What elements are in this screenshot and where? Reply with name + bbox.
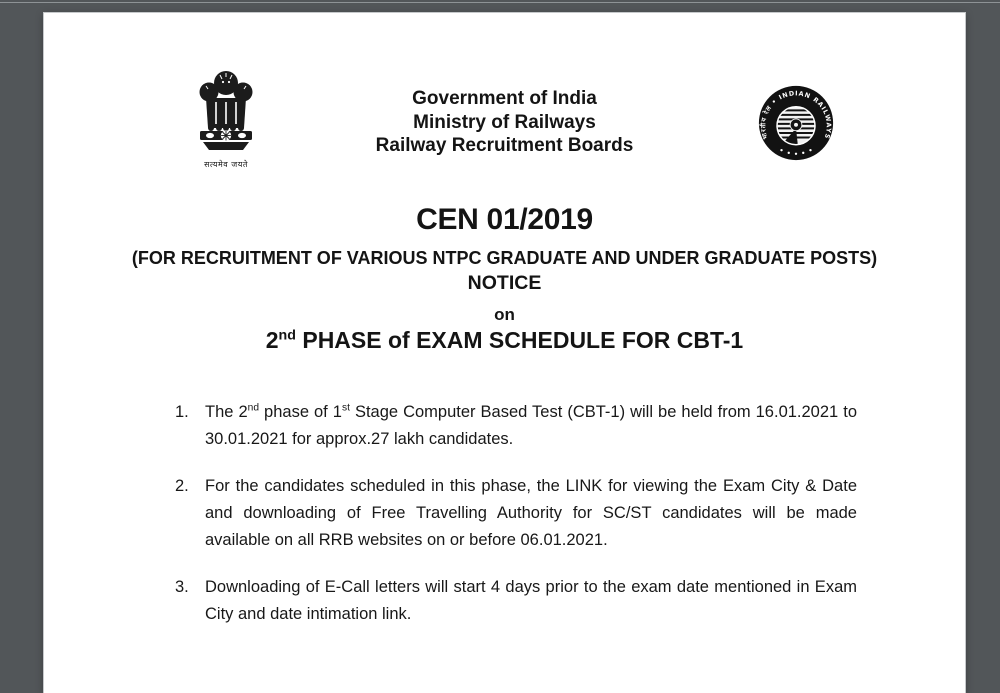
india-state-emblem-icon [193, 68, 259, 154]
list-item [175, 399, 857, 453]
viewer-top-divider [0, 2, 1000, 3]
org-line-ministry: Ministry of Railways [413, 111, 596, 133]
notice-title-block [44, 204, 965, 354]
state-emblem-motto: सत्यमेव जयते [204, 160, 248, 169]
notice-list [175, 399, 857, 628]
railways-ring-text: भारतीय रेल • INDIAN RAILWAYS [760, 90, 832, 140]
on-label: on [494, 304, 515, 324]
india-state-emblem [193, 68, 259, 170]
list-item-text: For the candidates scheduled in this phase, the LINK for viewing the Exam City & Date and downloading of Free Travelling Authority for SC/ST candidates will be made available on all RRB websites on or before 06.01.2021. [205, 476, 857, 549]
list-item-number: 1. [175, 402, 189, 421]
cen-title: CEN 01/2019 [416, 202, 593, 236]
notice-label: NOTICE [467, 271, 542, 294]
list-item-text: The 2nd phase of 1st Stage Computer Based Test (CBT-1) will be held from 16.01.2021 to 30.01.2021 for approx.27 lakh candidates. [205, 402, 857, 448]
list-item-text: Downloading of E-Call letters will start 4 days prior to the exam date mentioned in Exam City and date intimation link. [205, 577, 857, 623]
list-item-number: 2. [175, 476, 189, 495]
notice-document-page [44, 13, 965, 693]
indian-railways-logo [758, 85, 834, 161]
org-line-rrb: Railway Recruitment Boards [375, 135, 634, 156]
org-line-government: Government of India [412, 88, 597, 109]
notice-subtitle: (FOR RECRUITMENT OF VARIOUS NTPC GRADUATE AND UNDER GRADUATE POSTS) [131, 247, 878, 268]
list-item [175, 473, 857, 554]
list-item-number: 3. [175, 577, 189, 596]
phase-title: 2nd PHASE of EXAM SCHEDULE FOR CBT-1 [265, 326, 744, 353]
indian-railways-logo-icon [758, 85, 834, 161]
list-item [175, 574, 857, 628]
